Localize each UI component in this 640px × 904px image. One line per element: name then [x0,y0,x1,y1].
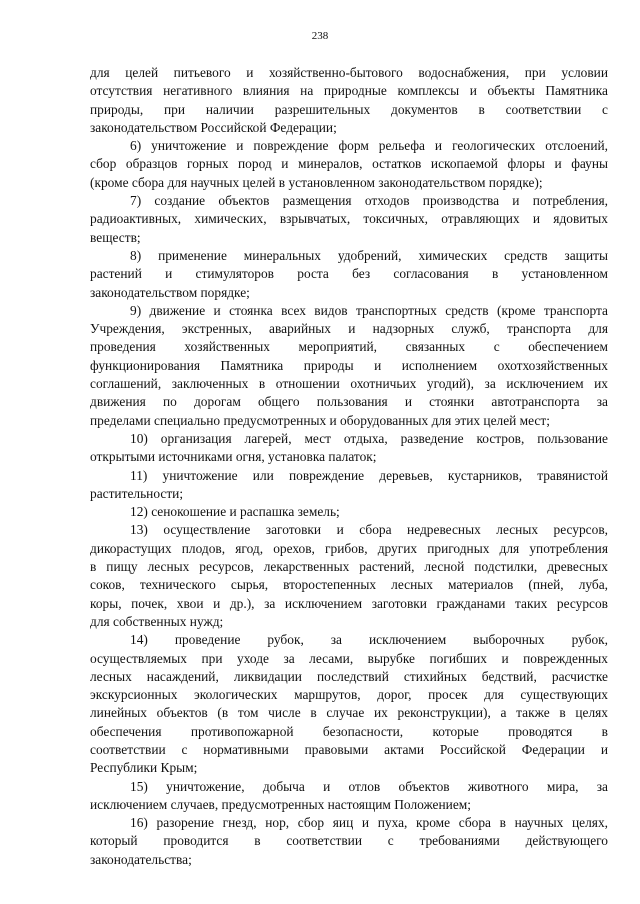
text-line: дикорастущих плодов, ягод, орехов, грибов, других пригодных для употребления [90,540,608,556]
text-line: растений и стимуляторов роста без согласования в установленном [90,266,608,282]
text-line: 10) организация лагерей, мест отдыха, разведение костров, пользование [130,430,608,446]
text-line: законодательством Российской Федерации; [90,119,337,135]
text-line: 8) применение минеральных удобрений, химических средств защиты [130,247,608,263]
page-number: 238 [311,30,329,42]
paragraph [90,467,608,504]
text-line: линейных объектов (в том числе в случае их реконструкции), а также в целях [90,705,608,721]
text-line: Учреждения, экстренных, аварийных и надзорных служб, транспорта для [90,321,608,337]
text-line: в пищу лесных ресурсов, лекарственных растений, лесной подстилки, древесных [90,559,608,575]
paragraph [90,247,608,302]
text-line: веществ; [90,229,141,245]
text-line: проведения хозяйственных мероприятий, связанных с обеспечением [90,339,608,355]
paragraph [90,137,608,192]
text-line: 11) уничтожение или повреждение деревьев, кустарников, травянистой [130,467,608,483]
text-line: для целей питьевого и хозяйственно-бытового водоснабжения, при условии [90,65,608,80]
text-line: для собственных нужд; [90,613,224,629]
text-line: законодательством порядке; [90,284,250,300]
text-line: (кроме сбора для научных целей в установленном законодательством порядке); [90,174,543,190]
text-line: растительности; [90,485,184,501]
paragraph [90,430,608,467]
text-line: функционирования Памятника природы и исполнением охотхозяйственных [90,357,608,373]
text-line: обеспечения противопожарной безопасности, которые проводятся в [90,723,608,739]
text-line: сбор образцов горных пород и минералов, остатков ископаемой флоры и фауны [90,156,608,172]
text-line: 16) разорение гнезд, нор, сбор яиц и пуха, кроме сбора в научных целях, [130,815,608,831]
text-line: 6) уничтожение и повреждение форм рельефа и геологических отслоений, [130,138,608,154]
text-line: 15) уничтожение, добыча и отлов объектов животного мира, за [130,778,608,794]
paragraph [90,814,608,869]
text-line: 14) проведение рубок, за исключением выборочных рубок, [130,632,608,648]
text-line: пределами специально предусмотренных и оборудованных для этих целей мест; [90,412,550,428]
text-line: открытыми источниками огня, установка палаток; [90,449,377,465]
text-line: Республики Крым; [90,760,198,776]
text-line: отсутствия негативного влияния на природные комплексы и объекты Памятника [90,83,608,99]
paragraph [90,302,608,430]
text-line: 12) сенокошение и распашка земель; [130,504,340,520]
text-line: соглашений, заключенных в отношении охотничьих угодий), за исключением их [90,376,608,392]
text-line: природы, при наличии разрешительных документов в соответствии с [90,101,608,117]
document-body [90,64,608,869]
text-line: радиоактивных, химических, взрывчатых, токсичных, отравляющих и ядовитых [90,211,608,227]
paragraph [90,631,608,777]
paragraph [90,64,608,137]
text-line: который проводится в соответствии с требованиями действующего [90,833,608,849]
text-line: исключением случаев, предусмотренных настоящим Положением; [90,796,471,812]
text-line: 13) осуществление заготовки и сбора недревесных лесных ресурсов, [130,522,608,538]
text-line: 9) движение и стоянка всех видов транспортных средств (кроме транспорта [130,302,608,318]
text-line: 7) создание объектов размещения отходов производства и потребления, [130,193,608,209]
paragraph [90,778,608,815]
text-line: движения по дорогам общего пользования и стоянки автотранспорта за [90,394,608,410]
text-line: лесных насаждений, ликвидации последствий стихийных бедствий, расчистке [90,668,608,684]
text-line: законодательства; [90,851,192,867]
text-line: осуществляемых при уходе за лесами, вырубке погибших и поврежденных [90,650,608,666]
text-line: экскурсионных экологических маршрутов, дорог, просек для существующих [90,687,608,703]
paragraph [90,521,608,631]
text-line: коры, почек, хвои и др.), за исключением заготовки гражданами таких ресурсов [90,595,608,611]
text-line: соков, технического сырья, второстепенных лесных материалов (пней, луба, [90,577,608,593]
paragraph [90,503,608,521]
paragraph [90,192,608,247]
text-line: соответствии с нормативными правовыми актами Российской Федерации и [90,741,608,757]
